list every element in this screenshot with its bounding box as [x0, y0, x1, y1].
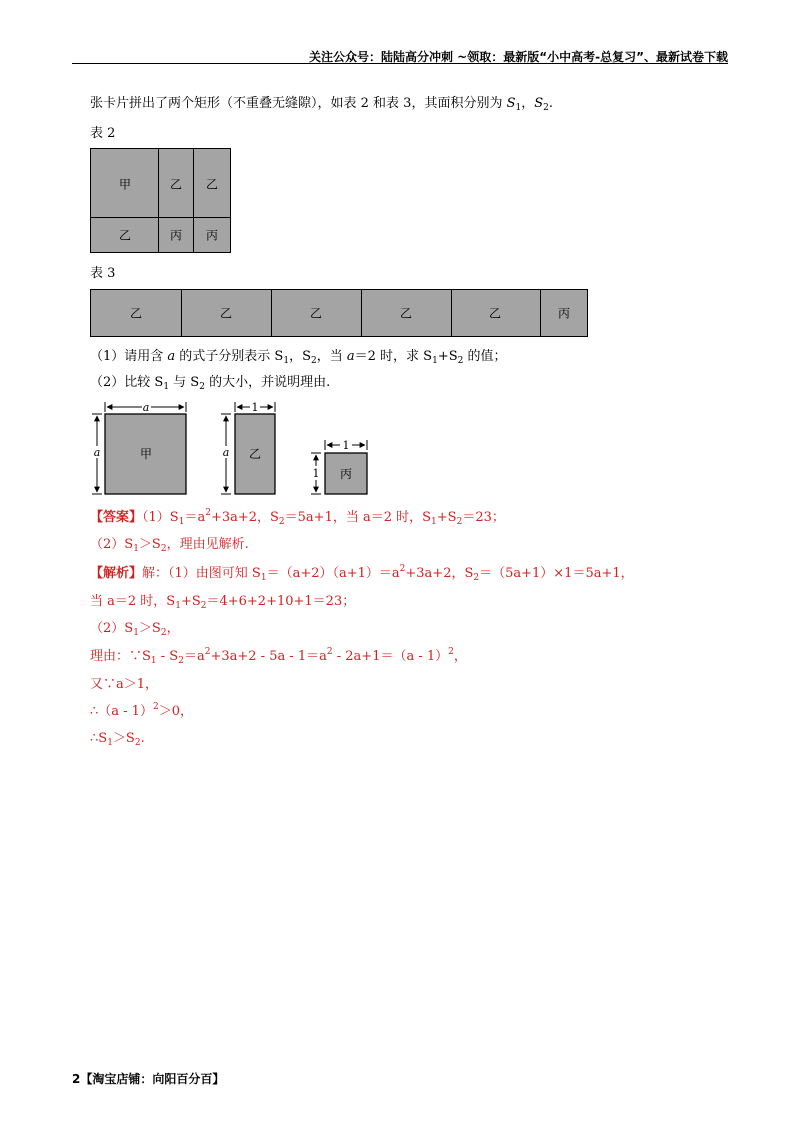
jia-label: 甲	[139, 447, 153, 461]
analysis-line-4: 理由：$\because S_1 - S_2=a^2+3a+2 - 5a - 1=a^2 - 2a+1=(a - 1)^2$，	[90, 647, 467, 666]
analysis-line-2: 当 a＝2 时，$S_1+S_2=4+6+2+10+1=23$；	[90, 594, 356, 611]
question-2: （2）比较 $S_1$ 与 $S_2$ 的大小，并说明理由.	[90, 375, 331, 392]
answer-line-1: 【答案】$(1)S_1=a^2+3a+2$，$S_2=5a+1$，当 a＝2 时，$S_1+S_2=23$；	[90, 508, 505, 527]
yi-label: 乙	[248, 447, 262, 461]
table3-divider	[451, 289, 452, 337]
table3-divider	[361, 289, 362, 337]
table2-cell-yi: 乙	[118, 228, 132, 243]
table3-cell-yi: 乙	[309, 306, 323, 321]
yi-top-dim: 1	[251, 401, 259, 414]
table3-divider	[181, 289, 182, 337]
yi-side-dim: a	[222, 446, 230, 459]
analysis-line-6: ∴（a - 1）$^2$＞0，	[90, 702, 193, 719]
table2-divider	[193, 148, 194, 253]
page-footer: 2【淘宝店铺：向阳百分百】	[72, 1072, 225, 1086]
bing-label: 丙	[339, 467, 353, 481]
bing-side-dim: 1	[312, 467, 320, 480]
table3-divider	[271, 289, 272, 337]
table2-divider	[158, 148, 159, 253]
table2-cell-yi: 乙	[169, 177, 183, 192]
bing-top-dim: 1	[342, 439, 350, 452]
answer-line-2: $(2)S_1>S_2$，理由见解析.	[90, 537, 249, 554]
jia-top-dim: a	[142, 401, 150, 414]
table3-cell-yi: 乙	[488, 306, 502, 321]
table3-rectangle	[90, 289, 588, 337]
table2-cell-bing: 丙	[205, 228, 219, 243]
jia-side-dim: a	[93, 446, 101, 459]
table2-cell-yi: 乙	[205, 177, 219, 192]
analysis-line-3: $(2)S_1>S_2$，	[90, 621, 180, 638]
page-header: 关注公众号：陆陆高分冲刺 ~领取：最新版“小中高考-总复习”、最新试卷下载	[309, 50, 728, 64]
table3-cell-yi: 乙	[129, 306, 143, 321]
table2-label: 表 2	[90, 126, 116, 141]
table2-cell-bing: 丙	[169, 228, 183, 243]
table3-cell-bing: 丙	[557, 306, 571, 321]
table3-cell-yi: 乙	[219, 306, 233, 321]
analysis-line-7: $\therefore S_1>S_2$.	[90, 731, 145, 748]
header-rule	[72, 63, 728, 64]
card-figures	[80, 396, 390, 502]
table3-cell-yi: 乙	[399, 306, 413, 321]
analysis-line-1: 【解析】解：（1）由图可知 $S_1=(a+2)(a+1)=a^2+3a+2$，$S_2=(5a+1)\times 1=5a+1$，	[90, 564, 634, 583]
table3-divider	[540, 289, 541, 337]
intro-text: 张卡片拼出了两个矩形（不重叠无缝隙），如表 2 和表 3，其面积分别为 $S_1$，$S_2$.	[90, 96, 554, 113]
table2-cell-jia: 甲	[118, 177, 132, 192]
table2-divider	[90, 217, 231, 218]
question-1: （1）请用含 a 的式子分别表示 $S_1$，$S_2$，当 a＝2 时，求 $S_1+S_2$ 的值；	[90, 349, 507, 366]
analysis-line-5: 又∵a＞1，	[90, 677, 159, 692]
table3-label: 表 3	[90, 266, 116, 281]
